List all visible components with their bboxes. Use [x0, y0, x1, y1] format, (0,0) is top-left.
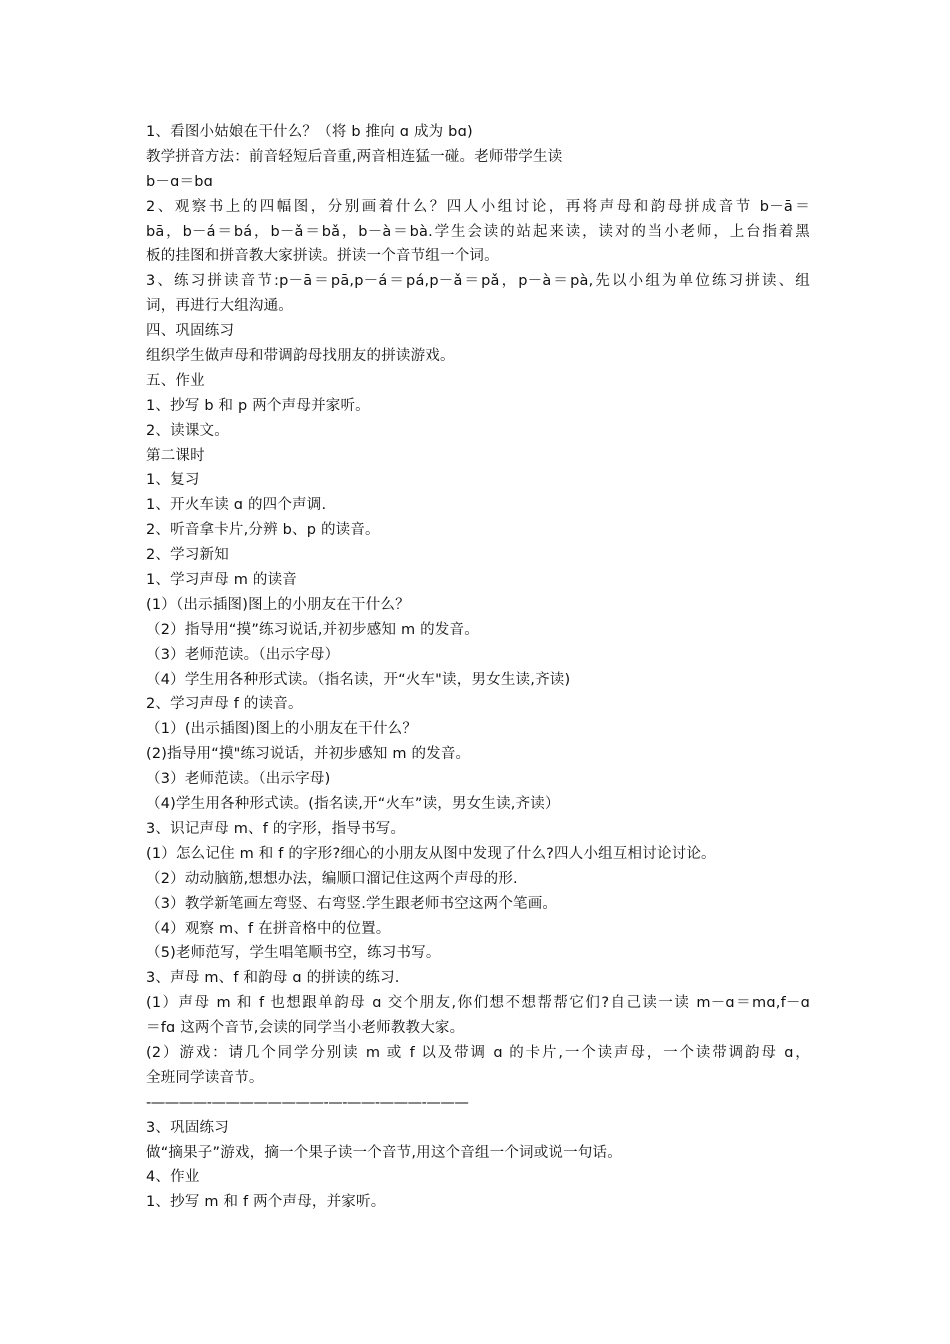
section-heading: 四、巩固练习: [146, 323, 235, 340]
text-line: 教学拼音方法：前音轻短后音重,两音相连猛一碰。老师带学生读: [146, 148, 563, 165]
section-heading: 3、巩固练习: [146, 1119, 229, 1136]
text-line: （4）学生用各种形式读。（指名读，开“火车"读，男女生读,齐读): [146, 671, 571, 688]
text-line: 2、听音拿卡片,分辨 b、p 的读音。: [146, 522, 380, 539]
text-line: (1）怎么记住 m 和 f 的字形?细心的小朋友从图中发现了什么?四人小组互相讨论讨论。: [146, 845, 716, 862]
text-line: 1、开火车读 ɑ 的四个声调.: [146, 497, 327, 514]
text-line: 板的挂图和拼音教大家拼读。拼读一个音节组一个词。: [146, 248, 499, 265]
text-line: 3、练习拼读音节:p－ā＝pā,p－á＝pá,p－ǎ＝pǎ，p－à＝pà,先以小组为单位练习拼读、组: [146, 273, 810, 290]
text-line: (1）声母 m 和 f 也想跟单韵母 ɑ 交个朋友,你们想不想帮帮它们?自己读一读 m－ɑ＝mɑ,f－ɑ: [146, 995, 810, 1012]
text-line: 2、观察书上的四幅图，分别画着什么？四人小组讨论，再将声母和韵母拼成音节 b－ā＝: [146, 198, 810, 215]
text-line: （4）观察 m、f 在拼音格中的位置。: [146, 920, 391, 937]
text-line: bā，b－á＝bá，b－ǎ＝bǎ，b－à＝bà.学生会读的站起来读，读对的当小老师，上台指着黑: [146, 223, 810, 240]
text-line: （1）(出示插图)图上的小朋友在干什么？: [146, 721, 418, 738]
text-line: 2、学习声母 f 的读音。: [146, 696, 303, 713]
text-line: (2)指导用“摸"练习说话，并初步感知 m 的发音。: [146, 746, 471, 763]
text-line: （4)学生用各种形式读。(指名读,开“火车”读，男女生读,齐读）: [146, 796, 560, 813]
section-heading: 1、复习: [146, 472, 200, 489]
section-heading: 第二课时: [146, 447, 205, 464]
text-line: （2）指导用“摸”练习说话,并初步感知 m 的发音。: [146, 621, 479, 638]
section-heading: 4、作业: [146, 1169, 200, 1186]
text-line: 1、抄写 m 和 f 两个声母，并家听。: [146, 1194, 386, 1211]
text-line: 3、识记声母 m、f 的字形，指导书写。: [146, 820, 406, 837]
text-line: b－ɑ＝bɑ: [146, 173, 214, 190]
text-line: （3）教学新笔画左弯竖、右弯竖.学生跟老师书空这两个笔画。: [146, 895, 558, 912]
section-heading: 五、作业: [146, 372, 205, 389]
document-page: [146, 120, 810, 1215]
text-line: 全班同学读音节。: [146, 1069, 264, 1086]
section-heading: 2、学习新知: [146, 547, 229, 564]
text-line: 1、看图小姑娘在干什么？（将 b 推向 ɑ 成为 bɑ): [146, 124, 473, 140]
text-line: （2）动动脑筋,想想办法，编顺口溜记住这两个声母的形.: [146, 870, 518, 887]
text-line: ＝fɑ 这两个音节,会读的同学当小老师教教大家。: [146, 1020, 465, 1037]
text-line: （5)老师范写，学生唱笔顺书空，练习书写。: [146, 945, 441, 962]
text-line: 做“摘果子”游戏，摘一个果子读一个音节,用这个音组一个词或说一句话。: [146, 1144, 622, 1161]
text-line: 3、声母 m、f 和韵母 ɑ 的拼读的练习.: [146, 970, 400, 987]
text-line: 1、学习声母 m 的读音: [146, 572, 297, 589]
text-line: 词，再进行大组沟通。: [146, 298, 293, 315]
text-line: 2、读课文。: [146, 422, 229, 439]
text-line: （3）老师范读。（出示字母): [146, 771, 331, 788]
text-line: 组织学生做声母和带调韵母找朋友的拼读游戏。: [146, 348, 455, 365]
text-line: (2）游戏：请几个同学分别读 m 或 f 以及带调 ɑ 的卡片,一个读声母，一个读带调韵母 ɑ，: [146, 1044, 810, 1061]
text-line: (1）（出示插图)图上的小朋友在干什么？: [146, 596, 410, 613]
text-line: （3）老师范读。（出示字母）: [146, 646, 340, 663]
dashed-divider: -————-————————-—-——-———-———: [146, 1094, 469, 1111]
text-line: 1、抄写 b 和 p 两个声母并家听。: [146, 397, 370, 414]
